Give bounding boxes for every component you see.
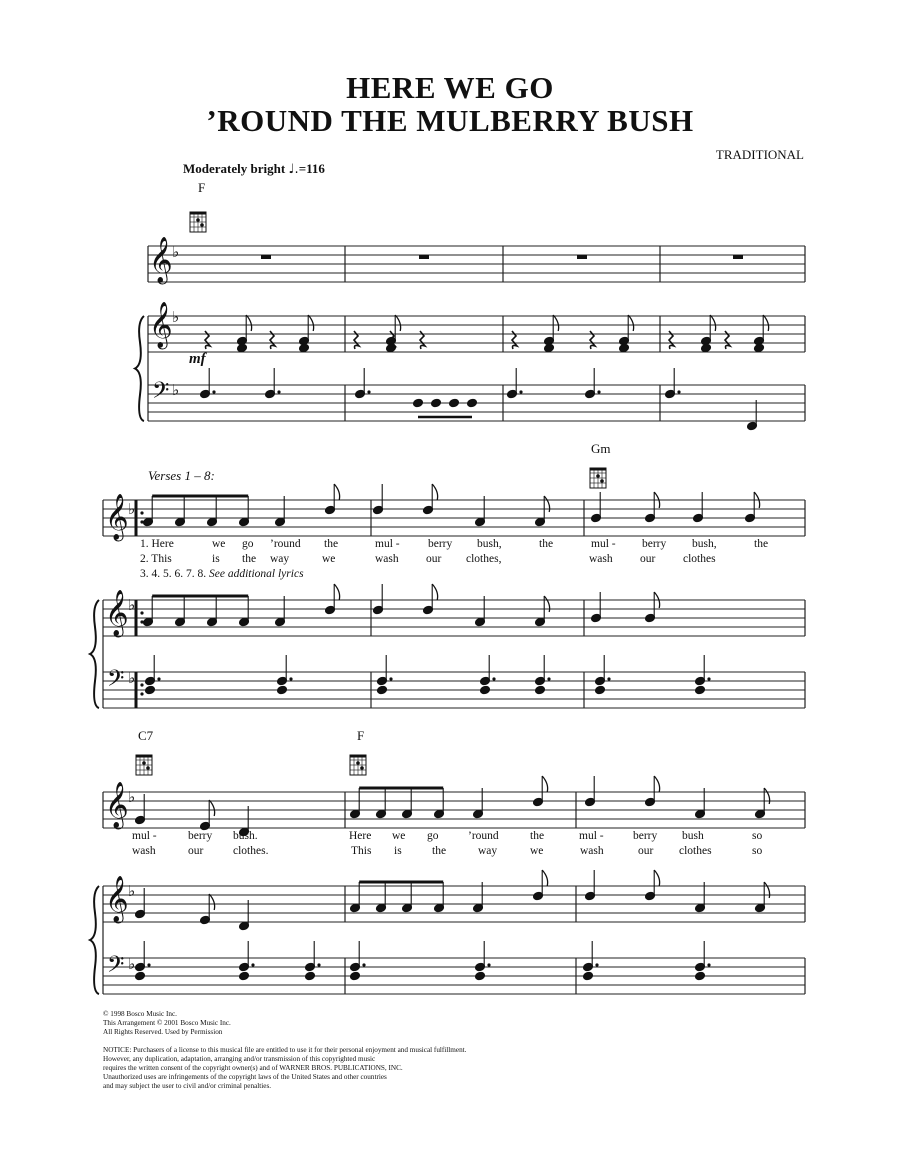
tempo-marking	[183, 161, 325, 177]
augmentation-dot	[140, 611, 143, 614]
note-head	[583, 971, 594, 981]
note-head	[299, 343, 310, 353]
lyric-syllable: way	[478, 845, 498, 857]
composer-credit: TRADITIONAL	[715, 147, 804, 162]
augmentation-dot	[487, 963, 490, 966]
augmentation-dot	[607, 677, 610, 680]
note-flag	[209, 800, 214, 816]
note-head	[135, 971, 146, 981]
augmentation-dot	[519, 390, 522, 393]
note-flag	[542, 776, 547, 792]
augmentation-dot	[595, 963, 598, 966]
dynamic-mf: mf	[189, 351, 206, 367]
note-head	[237, 343, 248, 353]
note-flag	[246, 315, 251, 331]
lyric-syllable: is	[212, 553, 220, 565]
verses-label: Verses 1 – 8:	[148, 468, 215, 483]
note-flag	[334, 584, 339, 600]
lyric-syllable: mul -	[591, 538, 616, 550]
augmentation-dot	[362, 963, 365, 966]
lyric-syllable: clothes	[683, 553, 716, 565]
chord-diagram-dot	[146, 766, 150, 770]
treble-clef-icon: 𝄞	[105, 590, 129, 636]
lyric-syllable: wash	[375, 553, 399, 565]
augmentation-dot	[147, 963, 150, 966]
treble-clef-icon: 𝄞	[105, 782, 129, 828]
lyric-syllable: go	[242, 538, 254, 550]
note-flag	[432, 584, 437, 600]
note-flag	[432, 484, 437, 500]
lyric-syllable: wash	[589, 553, 613, 565]
note-head	[544, 343, 555, 353]
note-flag	[654, 870, 659, 886]
lyric-syllable: bush.	[233, 830, 258, 842]
augmentation-dot	[707, 677, 710, 680]
lyric-syllable: the	[242, 553, 257, 565]
lyric-syllable: berry	[642, 538, 667, 550]
lyric-syllable: berry	[428, 538, 453, 550]
note-flag	[334, 484, 339, 500]
augmentation-dot	[140, 683, 143, 686]
note-flag	[553, 315, 558, 331]
note-head	[449, 398, 460, 408]
piano-brace	[90, 886, 99, 994]
lyric-syllable: ’round	[270, 538, 301, 550]
note-flag	[764, 788, 769, 804]
chord-diagram-nut	[190, 212, 206, 215]
notice-line: and may subject the user to civil and/or criminal penalties.	[103, 1082, 272, 1090]
augmentation-dot	[597, 390, 600, 393]
chord-diagram-nut	[136, 755, 152, 758]
note-flag	[395, 315, 400, 331]
note-flag	[763, 315, 768, 331]
note-head	[350, 971, 361, 981]
augmentation-dot	[707, 963, 710, 966]
augmentation-dot	[492, 677, 495, 680]
flat-icon: ♭	[128, 596, 136, 614]
tempo-text: Moderately bright	[183, 161, 286, 176]
additional-lyrics-note: See additional lyrics	[209, 568, 304, 580]
flat-icon: ♭	[172, 381, 180, 399]
lyric-syllable: go	[427, 830, 439, 842]
augmentation-dot	[140, 692, 143, 695]
lyric-syllable: the	[432, 845, 447, 857]
lyric-syllable: berry	[633, 830, 658, 842]
note-head	[695, 685, 706, 695]
flat-icon: ♭	[128, 500, 136, 518]
augmentation-dot	[677, 390, 680, 393]
note-head	[305, 971, 316, 981]
treble-clef-icon: 𝄞	[105, 494, 129, 540]
chord-diagram-dot	[142, 761, 146, 765]
lyric-syllable: we	[322, 553, 336, 565]
note-head	[480, 685, 491, 695]
note-head	[277, 685, 288, 695]
lyric-syllable: 1. Here	[140, 538, 174, 550]
song-title-line-2: ’ROUND THE MULBERRY BUSH	[206, 103, 694, 138]
augmentation-dot	[317, 963, 320, 966]
lyric-syllable: wash	[580, 845, 604, 857]
whole-rest	[261, 255, 271, 259]
copyright-line: All Rights Reserved. Used by Permission	[103, 1028, 223, 1036]
lyric-syllable: clothes	[679, 845, 712, 857]
notice-line: requires the written consent of the copyright owner(s) and of WARNER BROS. PUBLICATIONS, INC.	[103, 1064, 403, 1072]
note-flag	[544, 596, 549, 612]
augmentation-dot	[367, 390, 370, 393]
bass-clef-icon: 𝄢	[107, 666, 125, 697]
augmentation-dot	[251, 963, 254, 966]
dotted-quarter-note-icon: ♩.	[288, 162, 299, 177]
lyric-syllable: our	[188, 845, 204, 857]
chord-symbol-c7: C7	[138, 728, 154, 743]
verse-numbers: 3. 4. 5. 6. 7. 8.	[140, 568, 207, 580]
bass-clef-icon: 𝄢	[107, 952, 125, 983]
lyric-syllable: our	[640, 553, 656, 565]
chord-diagram-dot	[196, 218, 200, 222]
note-flag	[654, 776, 659, 792]
note-head	[619, 343, 630, 353]
chord-diagram-dot	[356, 761, 360, 765]
lyric-syllable: wash	[132, 845, 156, 857]
piano-brace	[90, 600, 99, 708]
note-head	[431, 398, 442, 408]
lyric-syllable: clothes,	[466, 553, 502, 565]
lyric-syllable: the	[530, 830, 545, 842]
note-head	[695, 971, 706, 981]
chord-symbol-f-2: F	[357, 728, 365, 743]
lyric-syllable: clothes.	[233, 845, 269, 857]
lyric-syllable: our	[638, 845, 654, 857]
lyric-syllable: bush,	[692, 538, 717, 550]
tempo-value: =116	[298, 161, 325, 176]
note-flag	[209, 894, 214, 910]
lyric-syllable: bush	[682, 830, 704, 842]
note-head	[239, 971, 250, 981]
note-head	[413, 398, 424, 408]
chord-symbol-f: F	[198, 180, 206, 195]
treble-clef-icon: 𝄞	[149, 302, 173, 348]
lyric-syllable: Here	[349, 830, 372, 842]
lyric-syllable: we	[212, 538, 226, 550]
augmentation-dot	[157, 677, 160, 680]
lyric-syllable: the	[539, 538, 554, 550]
whole-rest	[419, 255, 429, 259]
augmentation-dot	[289, 677, 292, 680]
lyric-syllable: berry	[188, 830, 213, 842]
augmentation-dot	[212, 390, 215, 393]
flat-icon: ♭	[128, 882, 136, 900]
lyric-syllable: so	[752, 845, 763, 857]
flat-icon: ♭	[128, 955, 136, 973]
lyric-syllable: the	[754, 538, 769, 550]
augmentation-dot	[277, 390, 280, 393]
copyright-line: © 1998 Bosco Music Inc.	[103, 1010, 177, 1018]
note-head	[754, 343, 765, 353]
notice-line: However, any duplication, adaptation, arranging and/or transmission of this copyrighted music	[103, 1055, 376, 1063]
treble-clef-icon: 𝄞	[149, 237, 173, 283]
lyric-syllable: the	[324, 538, 339, 550]
augmentation-dot	[389, 677, 392, 680]
note-flag	[308, 315, 313, 331]
note-head	[475, 971, 486, 981]
copyright-line: This Arrangement © 2001 Bosco Music Inc.	[103, 1019, 231, 1027]
note-head	[467, 398, 478, 408]
lyric-syllable: This	[351, 845, 372, 857]
lyric-syllable: our	[426, 553, 442, 565]
note-flag	[628, 315, 633, 331]
song-title-line-1: HERE WE GO	[346, 70, 554, 105]
note-head	[535, 685, 546, 695]
note-flag	[544, 496, 549, 512]
flat-icon: ♭	[128, 669, 136, 687]
flat-icon: ♭	[128, 788, 136, 806]
chord-diagram-dot	[600, 479, 604, 483]
chord-symbol-gm: Gm	[591, 441, 611, 456]
lyric-syllable: we	[392, 830, 406, 842]
flat-icon: ♭	[172, 243, 180, 261]
chord-diagram-dot	[360, 766, 364, 770]
flat-icon: ♭	[172, 308, 180, 326]
lyric-syllable: ’round	[468, 830, 499, 842]
chord-diagram-nut	[350, 755, 366, 758]
augmentation-dot	[140, 511, 143, 514]
lyric-syllable: mul -	[375, 538, 400, 550]
note-flag	[542, 870, 547, 886]
lyric-syllable: bush,	[477, 538, 502, 550]
note-flag	[764, 882, 769, 898]
notice-line: NOTICE: Purchasers of a license to this musical file are entitled to use it for their personal enjoyment and musical fulfillment.	[103, 1046, 467, 1054]
lyric-syllable: mul -	[579, 830, 604, 842]
lyric-syllable: 2. This	[140, 553, 172, 565]
lyric-verse-numbers	[140, 568, 304, 580]
note-flag	[710, 315, 715, 331]
lyric-syllable: is	[394, 845, 402, 857]
piano-brace	[135, 316, 144, 421]
note-head	[145, 685, 156, 695]
augmentation-dot	[547, 677, 550, 680]
note-head	[595, 685, 606, 695]
lyric-syllable: mul -	[132, 830, 157, 842]
note-head	[701, 343, 712, 353]
whole-rest	[733, 255, 743, 259]
chord-diagram-dot	[596, 474, 600, 478]
lyric-syllable: so	[752, 830, 763, 842]
treble-clef-icon: 𝄞	[105, 876, 129, 922]
lyric-syllable: we	[530, 845, 544, 857]
notice-line: Unauthorized uses are infringements of the copyright laws of the United States and other countries	[103, 1073, 387, 1081]
lyric-syllable: way	[270, 553, 290, 565]
chord-diagram-nut	[590, 468, 606, 471]
whole-rest	[577, 255, 587, 259]
bass-clef-icon: 𝄢	[152, 378, 170, 409]
note-head	[377, 685, 388, 695]
chord-diagram-dot	[200, 223, 204, 227]
